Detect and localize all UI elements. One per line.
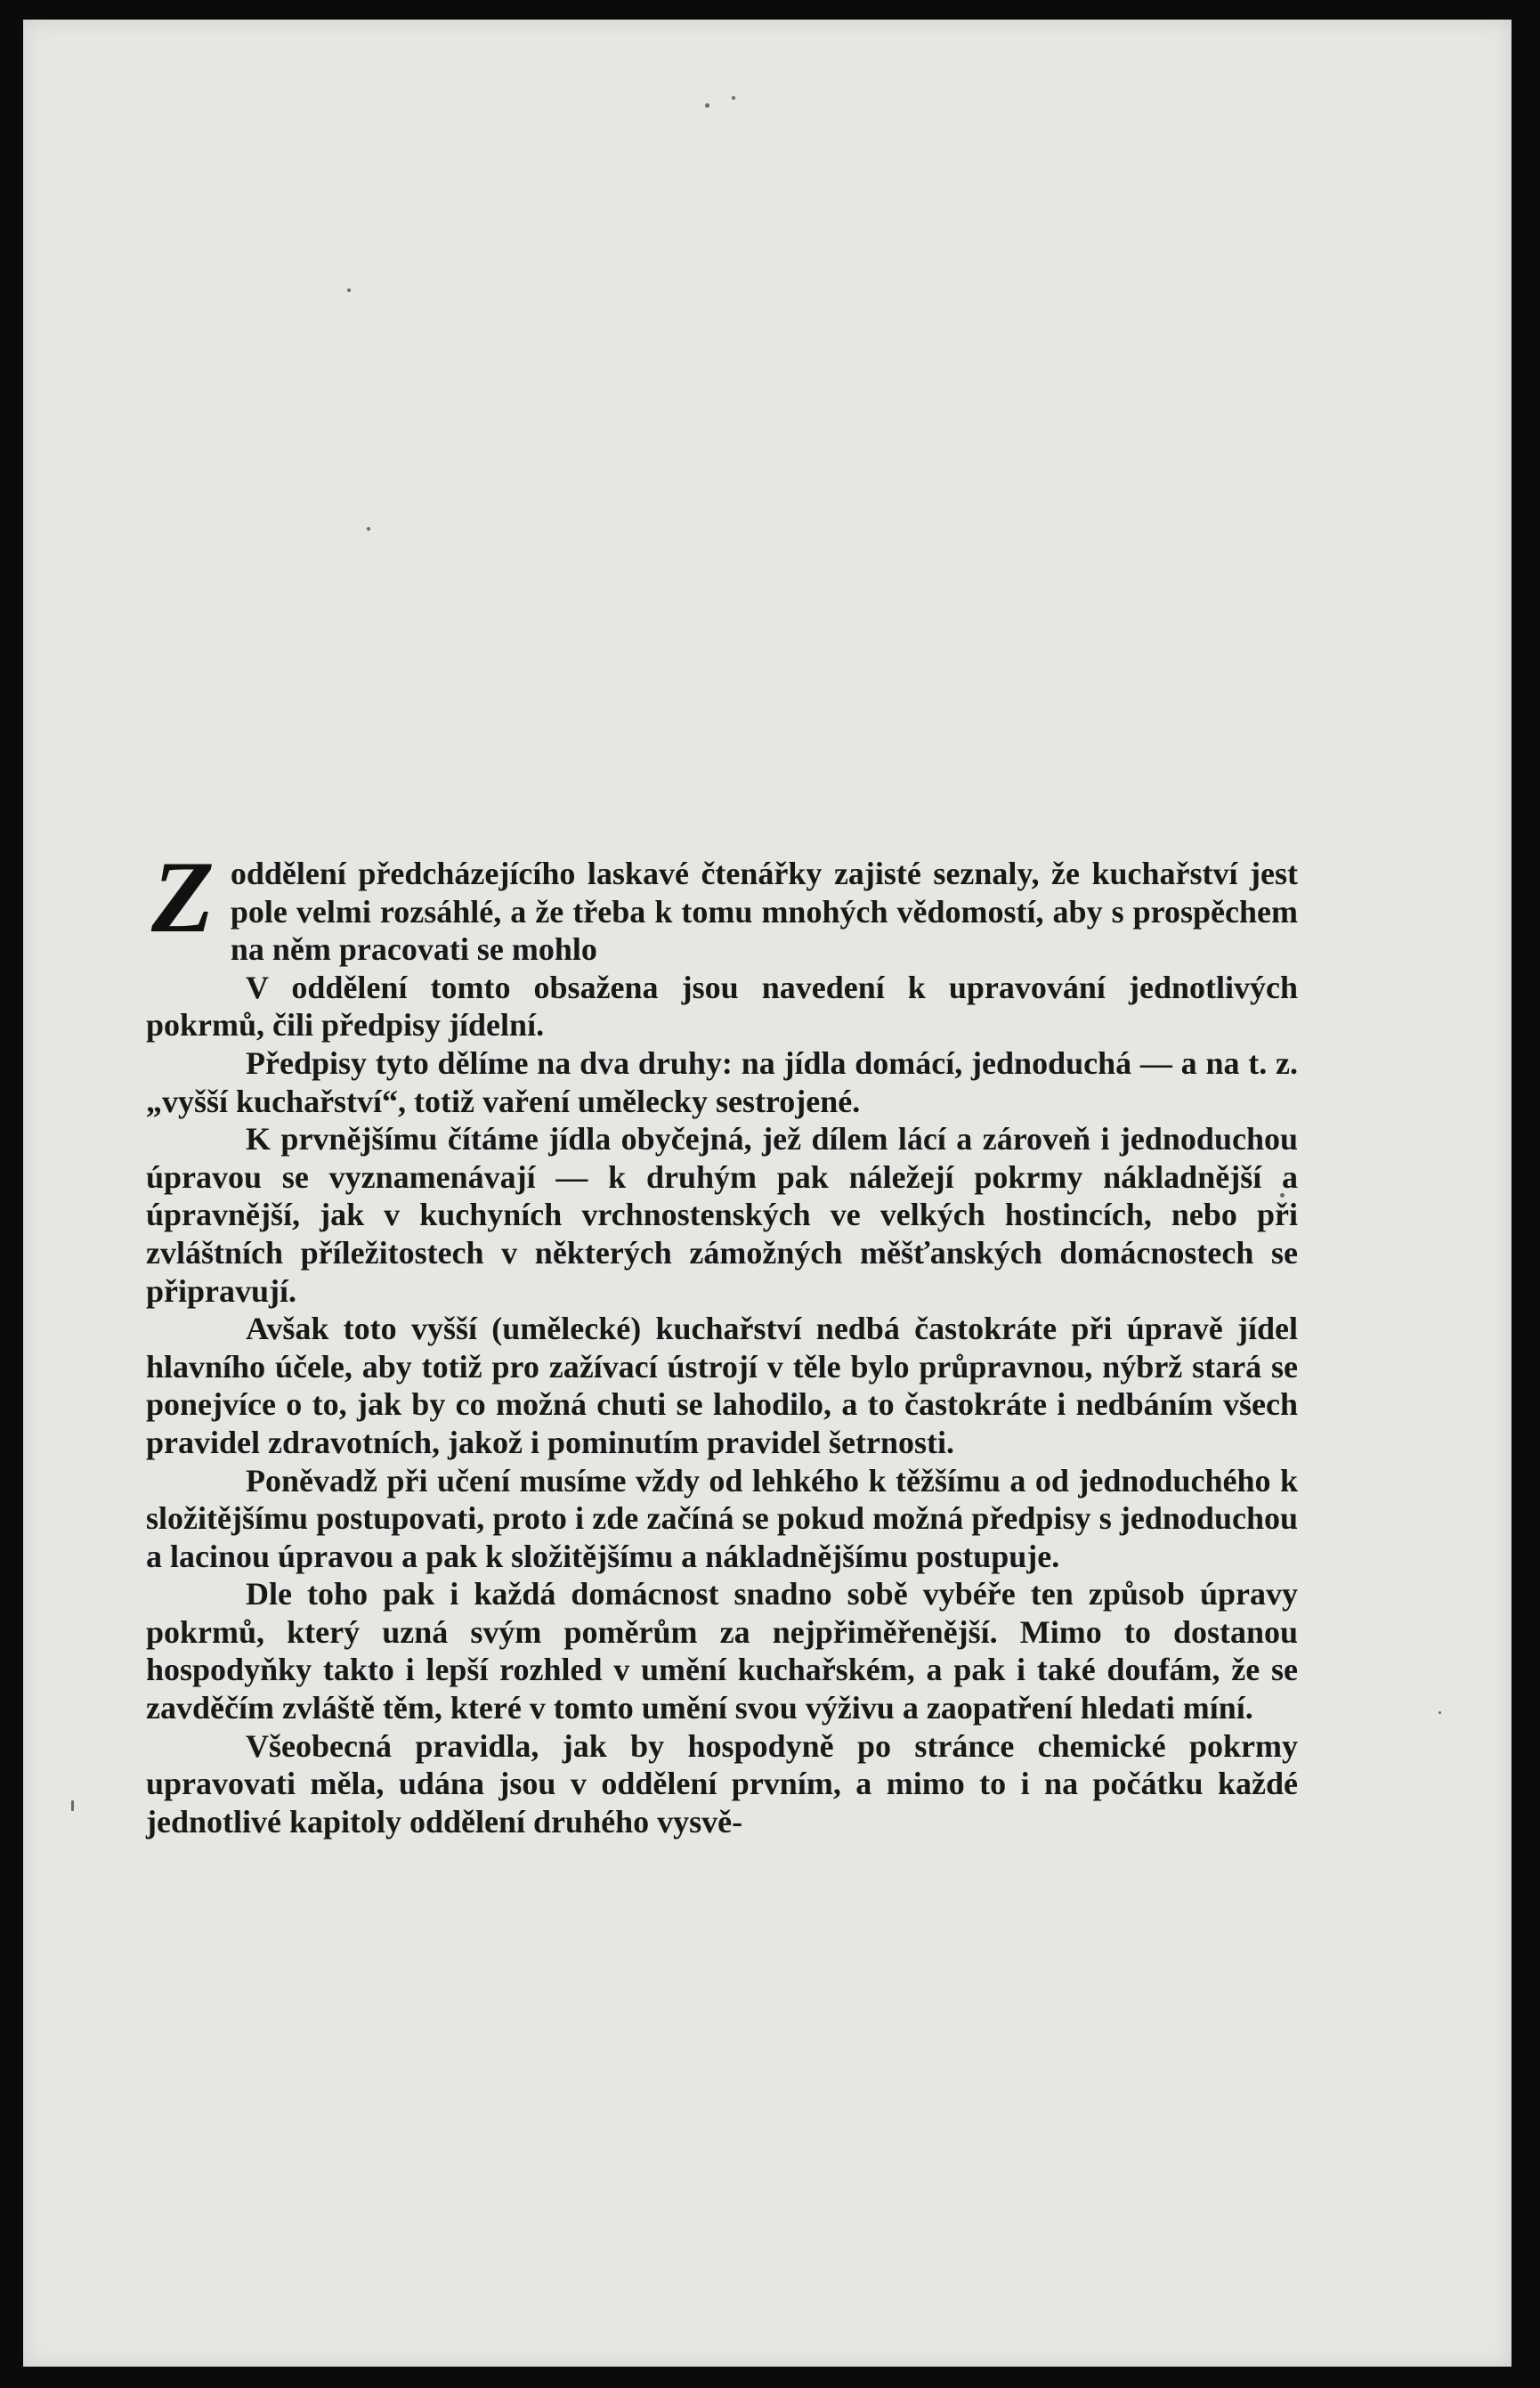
- paragraph-8: Všeobecná pravidla, jak by hospodyně po stránce chemické pokrmy upravovati měla, udána jsou v oddělení prvním, a mimo to i na počátku každé jednotlivé kapitoly oddělení druhého vysvě-: [146, 1727, 1298, 1840]
- paragraph-5: Avšak toto vyšší (umělecké) kuchařství nedbá častokráte při úpravě jídel hlavního účele, aby totiž pro zažívací ústrojí v těle bylo průpravnou, nýbrž stará se ponejvíce o to, jak by co možná chuti se lahodilo, a to častokráte i nedbáním všech pravidel zdravotních, jakož i pominutím pravidel šetrnosti.: [146, 1311, 1298, 1460]
- dust-speck: [367, 527, 370, 531]
- paragraph-3: Předpisy tyto dělíme na dva druhy: na jídla domácí, jednoduchá — a na t. z. „vyšší kuchařství“, totiž vaření umělecky sestrojené.: [146, 1044, 1298, 1119]
- dust-speck: [71, 1800, 74, 1811]
- dust-speck: [347, 288, 351, 292]
- paragraph-1: [146, 841, 1298, 969]
- dust-speck: [1439, 1711, 1441, 1714]
- drop-cap: Z: [151, 841, 215, 954]
- dust-speck: [705, 103, 709, 108]
- book-page: [23, 20, 1512, 2367]
- paragraph-7: Dle toho pak i každá domácnost snadno sobě vybéře ten způsob úpravy pokrmů, který uzná svým poměrům za nejpřiměřenější. Mimo to dostanou hospodyňky takto i lepší rozhled v umění kuchařském, a pak i také doufám, že se zavděčím zvláště těm, které v tomto umění svou výživu a zaopatření hledati míní.: [146, 1576, 1298, 1726]
- paragraph-1-text: oddělení předcházejícího laskavé čtenářky zajisté seznaly, že kuchařství jest pole velmi rozsáhlé, a že třeba k tomu mnohých vědomostí, aby s prospěchem na něm pracovati se mohlo: [230, 856, 1298, 968]
- dust-speck: [732, 96, 735, 100]
- body-text: [146, 841, 1298, 1840]
- paragraph-6: Poněvadž při učení musíme vždy od lehkého k těžšímu a od jednoduchého k složitějšímu postupovati, proto i zde začíná se pokud možná předpisy s jednoduchou a lacinou úpravou a pak k složitějšímu a nákladnějšímu postupuje.: [146, 1462, 1298, 1574]
- paragraph-4: K prvnějšímu čítáme jídla obyčejná, jež dílem lácí a zároveň i jednoduchou úpravou se vyznamenávají — k druhým pak náležejí pokrmy nákladnější a úpravnější, jak v kuchyních vrchnostenských ve velkých hostincích, nebo při zvláštních příležitostech v některých zámožných měšťanských domácnostech se připravují.: [146, 1121, 1298, 1309]
- paragraph-2: V oddělení tomto obsažena jsou navedení k upravování jednotlivých pokrmů, čili předpisy jídelní.: [146, 969, 1298, 1044]
